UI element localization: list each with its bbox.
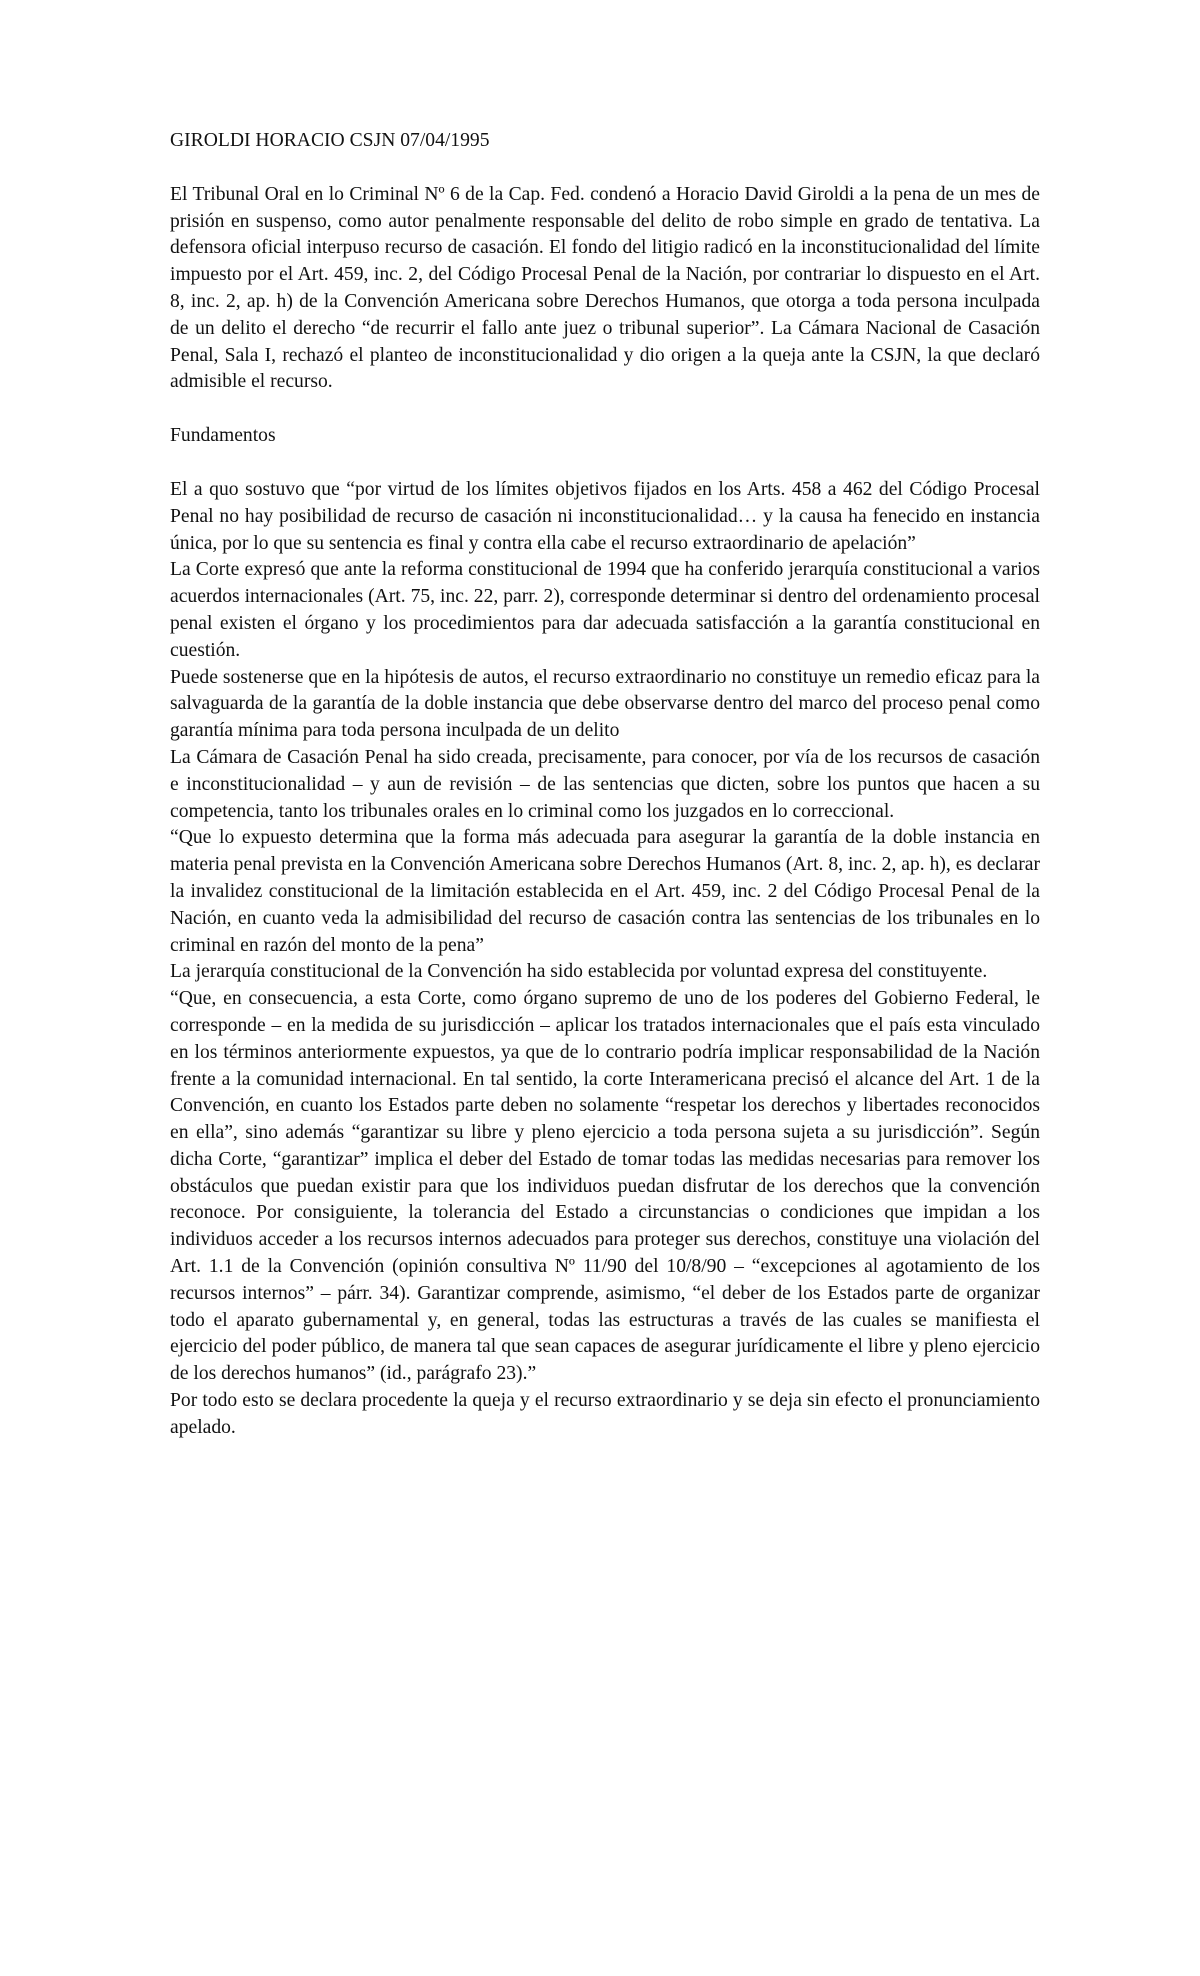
body-paragraph: Por todo esto se declara procedente la queja y el recurso extraordinario y se deja sin efecto el pronunciamiento apelado. (170, 1390, 1040, 1438)
body-paragraph: La jerarquía constitucional de la Convención ha sido establecida por voluntad expresa del constituyente. (170, 961, 988, 983)
body-paragraph: La Corte expresó que ante la reforma constitucional de 1994 que ha conferido jerarquía constitucional a varios acuerdos internacionales (Art. 75, inc. 22, parr. 2), corresponde determinar si dentro del ordenamiento procesal penal existen el órgano y los procedimientos para dar adecuada satisfacción a la garantía constitucional en cuestión. (170, 559, 1040, 661)
intro-paragraph: El Tribunal Oral en lo Criminal Nº 6 de la Cap. Fed. condenó a Horacio David Giroldi a la pena de un mes de prisión en suspenso, como autor penalmente responsable del delito de robo simple en grado de tentativa. La defensora oficial interpuso recurso de casación. El fondo del litigio radicó en la inconstitucionalidad del límite impuesto por el Art. 459, inc. 2, del Código Procesal Penal de la Nación, por contrariar lo dispuesto en el Art. 8, inc. 2, ap. h) de la Convención Americana sobre Derechos Humanos, que otorga a toda persona inculpada de un delito el derecho “de recurrir el fallo ante juez o tribunal superior”. La Cámara Nacional de Casación Penal, Sala I, rechazó el planteo de inconstitucionalidad y dio origen a la queja ante la CSJN, la que declaró admisible el recurso. (170, 183, 1040, 393)
document-page (170, 128, 1040, 1442)
body-paragraph: “Que lo expuesto determina que la forma más adecuada para asegurar la garantía de la doble instancia en materia penal prevista en la Convención Americana sobre Derechos Humanos (Art. 8, inc. 2, ap. h), es declarar la invalidez constitucional de la limitación establecida en el Art. 459, inc. 2 del Código Procesal Penal de la Nación, en cuanto veda la admisibilidad del recurso de casación contra las sentencias de los tribunales en lo criminal en razón del monto de la pena” (170, 827, 1040, 956)
document-title: GIROLDI HORACIO CSJN 07/04/1995 (170, 130, 490, 151)
section-heading: Fundamentos (170, 425, 276, 447)
body-paragraph: La Cámara de Casación Penal ha sido creada, precisamente, para conocer, por vía de los recursos de casación e inconstitucionalidad – y aun de revisión – de las sentencias que dicten, sobre los puntos que hacen a su competencia, tanto los tribunales orales en lo criminal como los juzgados en lo correccional. (170, 746, 1040, 822)
body-paragraph: Puede sostenerse que en la hipótesis de autos, el recurso extraordinario no constituye un remedio eficaz para la salvaguarda de la garantía de la doble instancia que debe observarse dentro del marco del proceso penal como garantía mínima para toda persona inculpada de un delito (170, 666, 1040, 742)
body-paragraph: El a quo sostuvo que “por virtud de los límites objetivos fijados en los Arts. 458 a 462 del Código Procesal Penal no hay posibilidad de recurso de casación ni inconstitucionalidad… y la causa ha fenecido en instancia única, por lo que su sentencia es final y contra ella cabe el recurso extraordinario de apelación” (170, 478, 1040, 554)
body-paragraph: “Que, en consecuencia, a esta Corte, como órgano supremo de uno de los poderes del Gobierno Federal, le corresponde – en la medida de su jurisdicción – aplicar los tratados internacionales que el país esta vinculado en los términos anteriormente expuestos, ya que de lo contrario podría implicar responsabilidad de la Nación frente a la comunidad internacional. En tal sentido, la corte Interamericana precisó el alcance del Art. 1 de la Convención, en cuanto los Estados parte deben no solamente “respetar los derechos y libertades reconocidos en ella”, sino además “garantizar su libre y pleno ejercicio a toda persona sujeta a su jurisdicción”. Según dicha Corte, “garantizar” implica el deber del Estado de tomar todas las medidas necesarias para remover los obstáculos que puedan existir para que los individuos puedan disfrutar de los derechos que la convención reconoce. Por consiguiente, la tolerancia del Estado a circunstancias o condiciones que impidan a los individuos acceder a los recursos internos adecuados para proteger sus derechos, constituye una violación del Art. 1.1 de la Convención (opinión consultiva Nº 11/90 del 10/8/90 – “excepciones al agotamiento de los recursos internos” – párr. 34). Garantizar comprende, asimismo, “el deber de los Estados parte de organizar todo el aparato gubernamental y, en general, todas las estructuras a través de las cuales se manifiesta el ejercicio del poder público, de manera tal que sean capaces de asegurar jurídicamente el libre y pleno ejercicio de los derechos humanos” (id., parágrafo 23).” (170, 988, 1040, 1385)
